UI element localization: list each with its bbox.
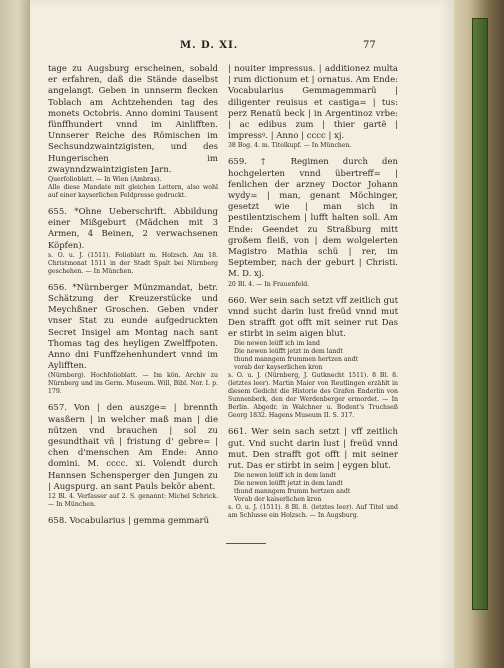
entry-note: 12 Bl. 4. Verfasser auf 2. S. genannt: Michel Schrick. — In München. (48, 493, 218, 509)
catalog-entry-656 (48, 283, 218, 397)
verse-line: thund manngem frummen hertzen andt (234, 356, 359, 364)
entry-note: Alle diese Mandate mit gleichen Lettern, also wohl auf einer kayserlichen Feldpresse gedruckt. (48, 184, 218, 200)
verse-line: Die newen leüff ich im land (234, 340, 320, 348)
catalog-entry-659 (228, 157, 398, 288)
catalog-entry-661 (228, 427, 398, 520)
entry-text: tage zu Augsburg erscheinen, sobald er erfahren, daß die Stände daselbst angelangt. Geben in unnserm flecken Toblach am Achtzehenden tag des monets Octobris. Anno domini Tausent fünffhundert vnnd im Ainlifften. Unnserer Reiche des Römischen im Sechsundzwaintzigisten, und des Hungerischen im zwaynndzwaintzigisten Jarn. (48, 64, 218, 175)
catalog-entry-655 (48, 207, 218, 276)
verse-line: Die newen leüfft jetzt in dem landt (234, 348, 343, 356)
running-title: M. D. XI. (180, 40, 239, 51)
binding-band (472, 18, 488, 610)
entry-note: Querfolioblatt. — In Wien (Ambras). (48, 176, 162, 184)
entry-text: 659. † Regimen durch den hochgelerten vnnd übertreff= | fenlichen der arzney Doctor Johann wydy= | man, genant Möchinger, gesetzt wie | man sich in pestilentzischem | lufft halten soll. Am Ende: Geendet zu Straßburg mitt großem fleiß, von | dem wolgelerten Magistro Mathia schü | rer, im September, nach der geburt | Christi. M. D. xj. (228, 157, 398, 280)
entry-note: 20 Bl. 4. — In Frauenfeld. (228, 280, 310, 288)
verse-line: thund manngem frumm hertzen andt (234, 488, 351, 496)
entry-text: | nouiter impressus. | additionez multa | rum dictionum et | ornatus. Am Ende: Vocabularius Gemmagemmarũ | diligenter reuisus et castiga= | tus: perz Renatũ beck | in Argentinoz vrbe: | ac edibus zum | thier gartẽ | impressꝰ. | Anno | cccc | xj. (228, 64, 398, 142)
catalog-entry-658 (48, 516, 218, 527)
column-end-rule (226, 543, 266, 544)
entry-note: s. O. u. J. (Nürnberg, J. Gutknecht 1511). 8 Bl. 8. (letztes leer). Martin Maier von Reutlingen erzählt in diesem Gedicht die Historie des Grafen Enderlin von Sunnenberk, den der Werdenberger ermordet. — In Berlin. Abgedr. in Walchner u. Bodent's Truchseß Georg 1832. Hagens Museum II. S. 317. (228, 372, 398, 420)
page-header (30, 40, 410, 54)
entry-text: 656. *Nürnberger Münzmandat, betr. Schätzung der Kreuzerstücke und Meychßner Groschen. Geben vnder vnser Stat zu eunde aufgedruckten Secret Insigel am Montag nach sant Thomas tag des heyligen Zwelffpoten. Anno dni Funffzehenhundert vnnd im Aylifften. (48, 282, 218, 372)
entry-note: s. O. u. J. (1511). 8 Bl. 8. (letztes leer). Auf Titel und am Schlusse ein Holzsch. — In Augsburg. (228, 504, 398, 520)
book-fore-edge (454, 0, 504, 668)
entry-text: 660. Wer sein sach setzt vff zeitlich gut vnnd sucht darin lust freüd vnnd mut Den strafft got offt mit seiner rut Das er stirbt in seim aigen blut. (228, 295, 398, 340)
entry-text: 657. Von | den auszge= | brennth wasßern | in welcher maß man | die nützen vnd brauchen | sol zu gesundthait vñ | fristung d' gebre= | chen d'menschen Am Ende: Anno domini. M. cccc. xi. Volendt durch Hannsen Schensperger den Jungen zu | Augspurg. an sant Pauls bekör abent. (48, 403, 218, 492)
verse-line: Vorab der kaiserlichen kron (234, 496, 322, 504)
page-number: 77 (363, 40, 376, 51)
verse-line: Die newen leüff ich in dem landt (234, 472, 336, 480)
entry-note: s. O. u. J. (1511). Folioblatt m. Holzsch. Am 18. Christmonat 1511 in der Stadt Spalt bei Nürnberg geschehen. — In München. (48, 251, 218, 275)
catalog-entry-657 (48, 403, 218, 509)
right-column (228, 64, 398, 527)
book-page (30, 0, 454, 668)
entry-text: 658. Vocabularius | gemma gemmarũ (48, 516, 210, 527)
left-column (48, 64, 218, 534)
entry-note: (Nürnberg). Hochfolioblatt. — Im kön. Archiv zu Nürnberg und im Germ. Museum. Will, Bibl. Nor. I. p. 179. (48, 372, 218, 396)
entry-text: 655. *Ohne Ueberschrift. Abbildung einer Mißgeburt (Mädchen mit 3 Armen, 4 Beinen, 2 verwachsenen Köpfen). (48, 207, 218, 251)
entry-text: 661. Wer sein sach setzt | vff zeitlich gut. Vnd sucht darin lust | freüd vnnd mut. Den strafft got offt | mit seiner rut. Das er stirbt in seim | eygen blut. (228, 427, 398, 472)
verse-line: vorab der kayserlichen kron (234, 364, 323, 372)
entry-note: 38 Bog. 4. m. Titelkupf. — In München. (228, 142, 352, 150)
catalog-entry-intro (48, 64, 218, 200)
facing-page-edge (0, 0, 30, 668)
verse-line: Die newen leüfft jetzt in dem landt (234, 480, 343, 488)
catalog-entry-cont (228, 64, 398, 150)
catalog-entry-660 (228, 296, 398, 421)
